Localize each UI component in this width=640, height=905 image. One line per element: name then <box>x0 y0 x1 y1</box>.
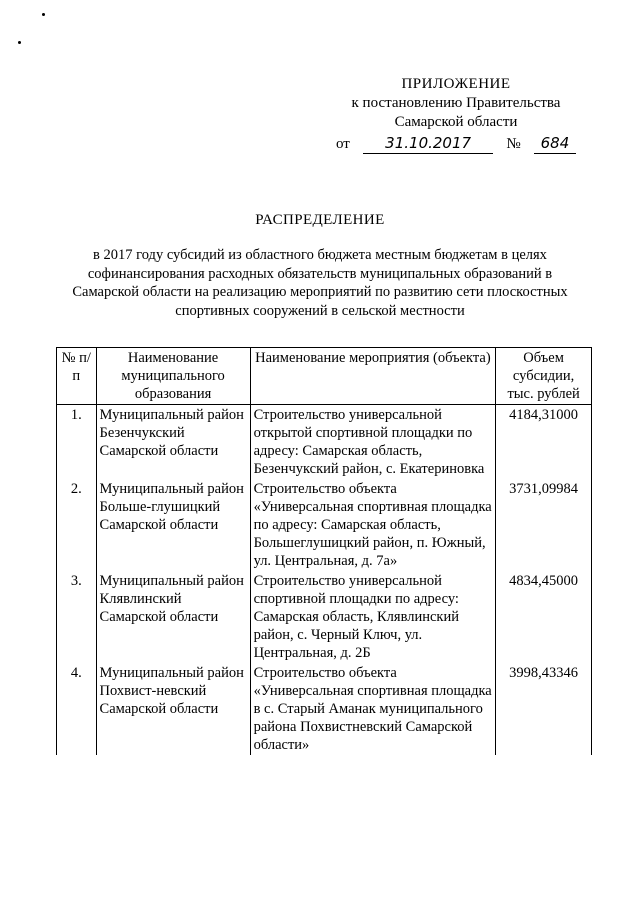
header-num: № п/п <box>57 348 97 405</box>
number-prefix: № <box>506 136 521 152</box>
approval-dateline <box>336 134 576 154</box>
row-municipality: Муниципальный район Похвист-невский Самарской области <box>96 663 250 755</box>
approval-date: 31.10.2017 <box>363 134 493 154</box>
row-num: 3. <box>57 571 97 663</box>
scan-speck <box>42 13 45 16</box>
approval-line-2: Самарской области <box>394 114 518 130</box>
row-num: 1. <box>57 405 97 480</box>
header-municipality: Наименование муниципального образования <box>96 348 250 405</box>
row-num: 2. <box>57 479 97 571</box>
row-municipality: Муниципальный район Клявлинский Самарской области <box>96 571 250 663</box>
approval-heading: ПРИЛОЖЕНИЕ <box>401 76 511 92</box>
table-row <box>57 663 592 755</box>
header-event: Наименование мероприятия (объекта) <box>250 348 496 405</box>
row-event: Строительство объекта «Универсальная спортивная площадка по адресу: Самарская область, Большеглушицкий район, п. Южный, ул. Центральная, д. 7а» <box>250 479 496 571</box>
row-municipality: Муниципальный район Больше-глушицкий Самарской области <box>96 479 250 571</box>
approval-number: 684 <box>534 134 576 154</box>
row-amount: 4834,45000 <box>496 571 592 663</box>
row-municipality: Муниципальный район Безенчукский Самарской области <box>96 405 250 480</box>
row-event: Строительство универсальной спортивной площадки по адресу: Самарская область, Клявлинский район, с. Черный Ключ, ул. Центральная, д. 2Б <box>250 571 496 663</box>
row-event: Строительство универсальной открытой спортивной площадки по адресу: Самарская область, Безенчукский район, с. Екатериновка <box>250 405 496 480</box>
table-row <box>57 479 592 571</box>
row-amount: 3998,43346 <box>496 663 592 755</box>
document-title: РАСПРЕДЕЛЕНИЕ <box>255 212 385 228</box>
header-amount: Объем субсидии, тыс. рублей <box>496 348 592 405</box>
row-amount: 4184,31000 <box>496 405 592 480</box>
distribution-table <box>56 347 592 755</box>
row-num: 4. <box>57 663 97 755</box>
table-row <box>57 405 592 480</box>
row-amount: 3731,09984 <box>496 479 592 571</box>
approval-block <box>336 75 576 154</box>
row-event: Строительство объекта «Универсальная спортивная площадка в с. Старый Аманак муниципального района Похвистневский Самарской области» <box>250 663 496 755</box>
approval-line-1: к постановлению Правительства <box>351 95 561 111</box>
document-subtitle: в 2017 году субсидий из областного бюджета местным бюджетам в целях софинансирования расходных обязательств муниципальных образований в Самарской области на реализацию мероприятий по развитию сети плоскостных спортивных сооружений в сельской местности <box>72 247 568 319</box>
table-header-row <box>57 348 592 405</box>
date-prefix: от <box>336 136 350 152</box>
table-row <box>57 571 592 663</box>
scan-speck <box>18 41 21 44</box>
